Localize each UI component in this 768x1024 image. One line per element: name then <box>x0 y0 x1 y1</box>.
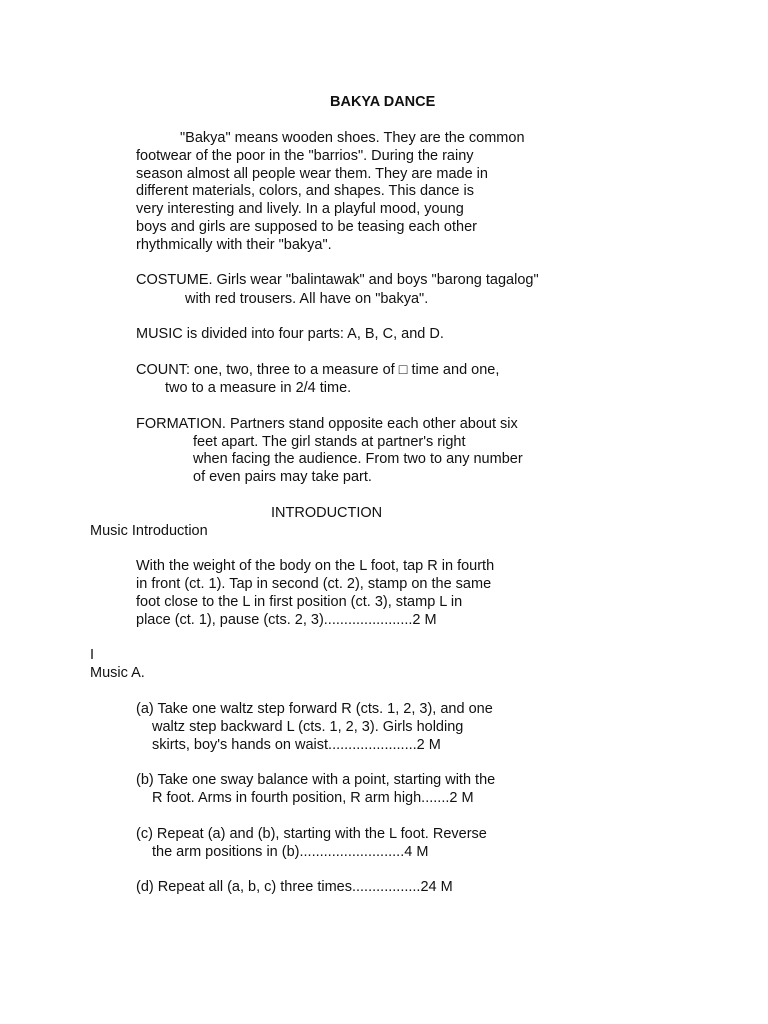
step-d: (d) Repeat all (a, b, c) three times.................24 M <box>136 879 453 895</box>
part-music-label: Music A. <box>90 665 145 681</box>
step-line: place (ct. 1), pause (cts. 2, 3)......................2 M <box>136 612 437 628</box>
paragraph-line: "Bakya" means wooden shoes. They are the common <box>180 130 525 146</box>
paragraph-line: very interesting and lively. In a playful mood, young <box>136 201 464 217</box>
formation-line: feet apart. The girl stands at partner's right <box>193 434 466 450</box>
costume-line: with red trousers. All have on "bakya". <box>185 291 429 307</box>
formation-line: of even pairs may take part. <box>193 469 372 485</box>
paragraph-line: different materials, colors, and shapes. This dance is <box>136 183 474 199</box>
introduction-heading: INTRODUCTION <box>271 505 383 521</box>
music-introduction-label: Music Introduction <box>90 523 208 539</box>
step-line: With the weight of the body on the L foot, tap R in fourth <box>136 558 495 574</box>
music-section: MUSIC is divided into four parts: A, B, C, and D. <box>136 326 444 342</box>
step-line: (b) Take one sway balance with a point, starting with the <box>136 772 496 788</box>
count-line: COUNT: one, two, three to a measure of □ time and one, <box>136 362 500 378</box>
count-line: two to a measure in 2/4 time. <box>165 380 352 396</box>
formation-line: when facing the audience. From two to any number <box>193 451 523 467</box>
part-number: I <box>90 647 95 663</box>
paragraph-line: season almost all people wear them. They are made in <box>136 166 488 182</box>
costume-line: COSTUME. Girls wear "balintawak" and boys "barong tagalog" <box>136 272 539 288</box>
step-line: (a) Take one waltz step forward R (cts. 1, 2, 3), and one <box>136 701 493 717</box>
step-line: in front (ct. 1). Tap in second (ct. 2), stamp on the same <box>136 576 492 592</box>
step-line: (c) Repeat (a) and (b), starting with the L foot. Reverse <box>136 826 487 842</box>
step-line: foot close to the L in first position (ct. 3), stamp L in <box>136 594 463 610</box>
step-line: R foot. Arms in fourth position, R arm high.......2 M <box>152 790 474 806</box>
formation-line: FORMATION. Partners stand opposite each other about six <box>136 416 518 432</box>
paragraph-line: footwear of the poor in the "barrios". During the rainy <box>136 148 474 164</box>
step-line: skirts, boy's hands on waist......................2 M <box>152 737 441 753</box>
paragraph-line: rhythmically with their "bakya". <box>136 237 332 253</box>
document-title: BAKYA DANCE <box>330 94 436 110</box>
step-line: waltz step backward L (cts. 1, 2, 3). Girls holding <box>152 719 464 735</box>
paragraph-line: boys and girls are supposed to be teasing each other <box>136 219 477 235</box>
step-line: the arm positions in (b)..........................4 M <box>152 844 429 860</box>
